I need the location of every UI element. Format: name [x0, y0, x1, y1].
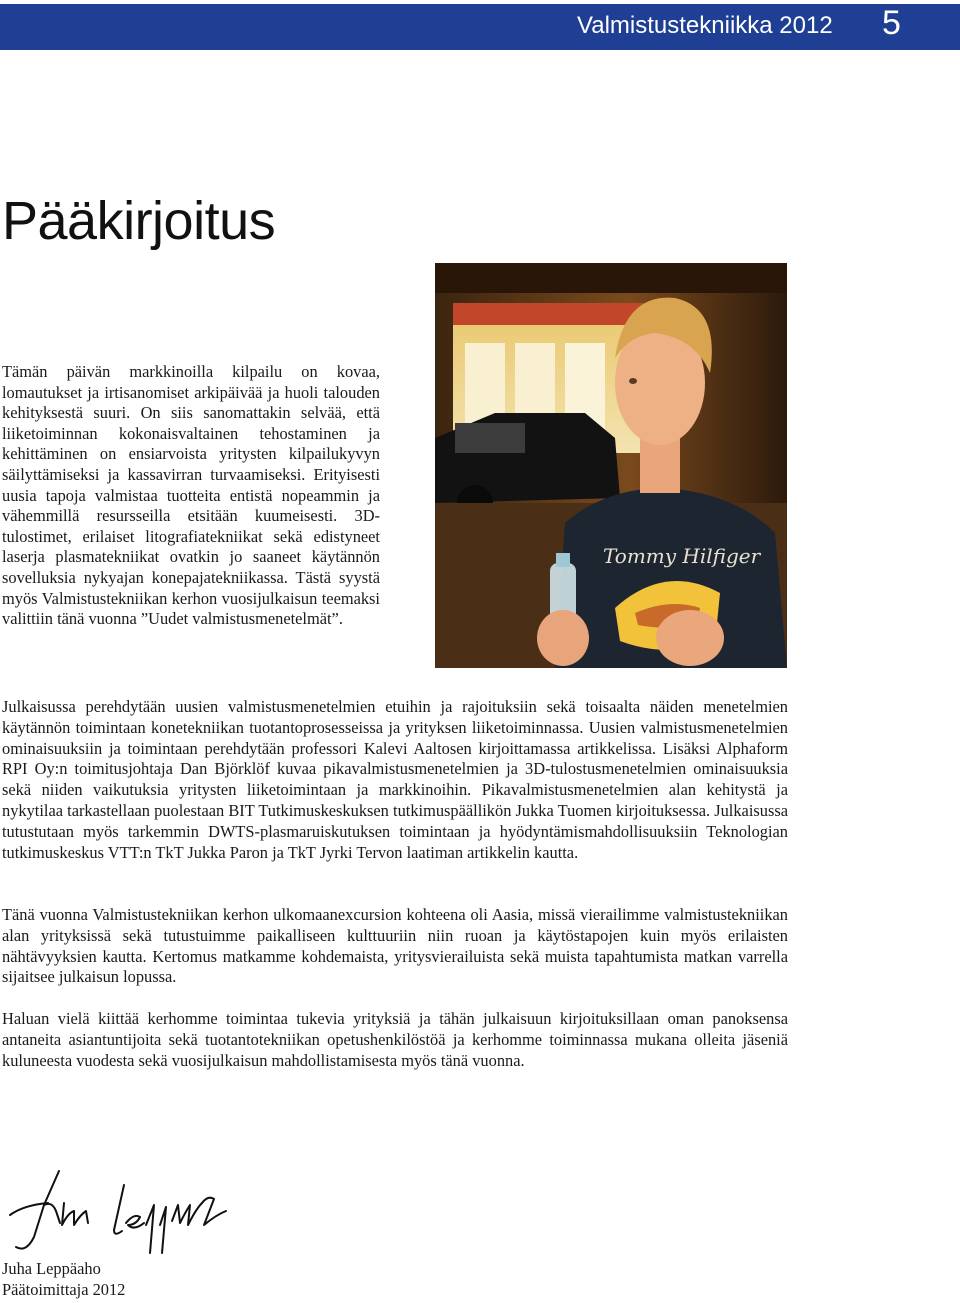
intro-paragraph: Tämän päivän markkinoilla kilpailu on kovaa, lomautukset ja irtisanomiset arkipäivää ja huoli talouden kehityksestä suuri. On siis sanomattakin selvää, että liiketoiminnan kokonaisvaltainen tehostaminen ja kehittäminen on ensiarvoista yritysten kilpailukyvyn säilyttämiseksi ja kassavirran turvaamiseksi. Erityisesti uusia tapoja valmistaa tuotteita entistä nopeammin ja vähemmillä resursseilla etsitään kuumeisesti. 3D-tulostimet, erilaiset litografiatekniikat sekä edistyneet laserja plasmatekniikat ovatkin jo saaneet käytännön sovelluksia nykyajan konepajatekniikassa. Tästä syystä myös Valmistustekniikan kerhon vuosijulkaisun teemaksi valittiin tänä vuonna ”Uudet valmistusmenetelmät”. [2, 362, 380, 629]
handwritten-signature [4, 1165, 244, 1255]
publication-title: Valmistustekniikka 2012 [577, 12, 833, 39]
page-title: Pääkirjoitus [2, 191, 276, 251]
body-paragraph-1: Julkaisussa perehdytään uusien valmistusmenetelmien etuihin ja rajoituksiin sekä toisaalta näiden menetelmien käytännön toimintaan konetekniikan tuotantoprosesseissa ja yrityksen liiketoiminnassa. Uusien valmistusmenetelmien ominaisuuksiin ja toimintaan perehdytään professori Kalevi Aaltosen kirjoittamassa artikkelissa. Lisäksi Alphaform RPI Oy:n toimitusjohtaja Dan Björklöf kuvaa pikavalmistusmenetelmien ja 3D-tulostusmenetelmien ominaisuuksia sekä niiden vaikutuksia yritysten liiketoimintaan ja markkinoihin. Pikavalmistusmenetelmien alan kehitystä ja nykytilaa tarkastellaan puolestaan BIT Tutkimuskeskuksen tutkimuspäällikön Jukka Tuomen kirjoituksessa. Julkaisussa tutustutaan myös tarkemmin DWTS-plasmaruiskutuksen toimintaan ja hyödyntämismahdollisuuksiin Teknologian tutkimuskeskus VTT:n TkT Jukka Paron ja TkT Jyrki Tervon laatiman artikkelin kautta. [2, 697, 788, 862]
body-paragraph-2: Tänä vuonna Valmistustekniikan kerhon ulkomaanexcursion kohteena oli Aasia, missä vierailimme valmistustekniikan alan yrityksissä sekä tutustuimme paikalliseen kulttuuriin niin ruoan ja käytöstapojen kuin myös erilaisten nähtävyyksien kautta. Kertomus matkamme kohdemaista, yritysvierailuista sekä muista tapahtumista matkan varrella sijaitsee julkaisun lopussa. [2, 905, 788, 987]
portrait-illustration [435, 263, 787, 668]
body-paragraph-3: Haluan vielä kiittää kerhomme toimintaa tukevia yrityksiä ja tähän julkaisuun kirjoituksillaan oman panoksensa antaneita asiantuntijoita sekä tuotantotekniikan opetushenkilöstöä ja kerhomme toiminnassa mukana olleita jäseniä kuluneesta vuodesta sekä vuosijulkaisun mahdollistamisesta myös tänä vuonna. [2, 1009, 788, 1070]
author-role: Päätoimittaja 2012 [2, 1280, 126, 1299]
author-name: Juha Leppäaho [2, 1259, 101, 1278]
portrait-photo [435, 263, 787, 668]
page-number: 5 [882, 4, 901, 42]
shirt-logo-text: Tommy Hilfiger [603, 544, 761, 568]
